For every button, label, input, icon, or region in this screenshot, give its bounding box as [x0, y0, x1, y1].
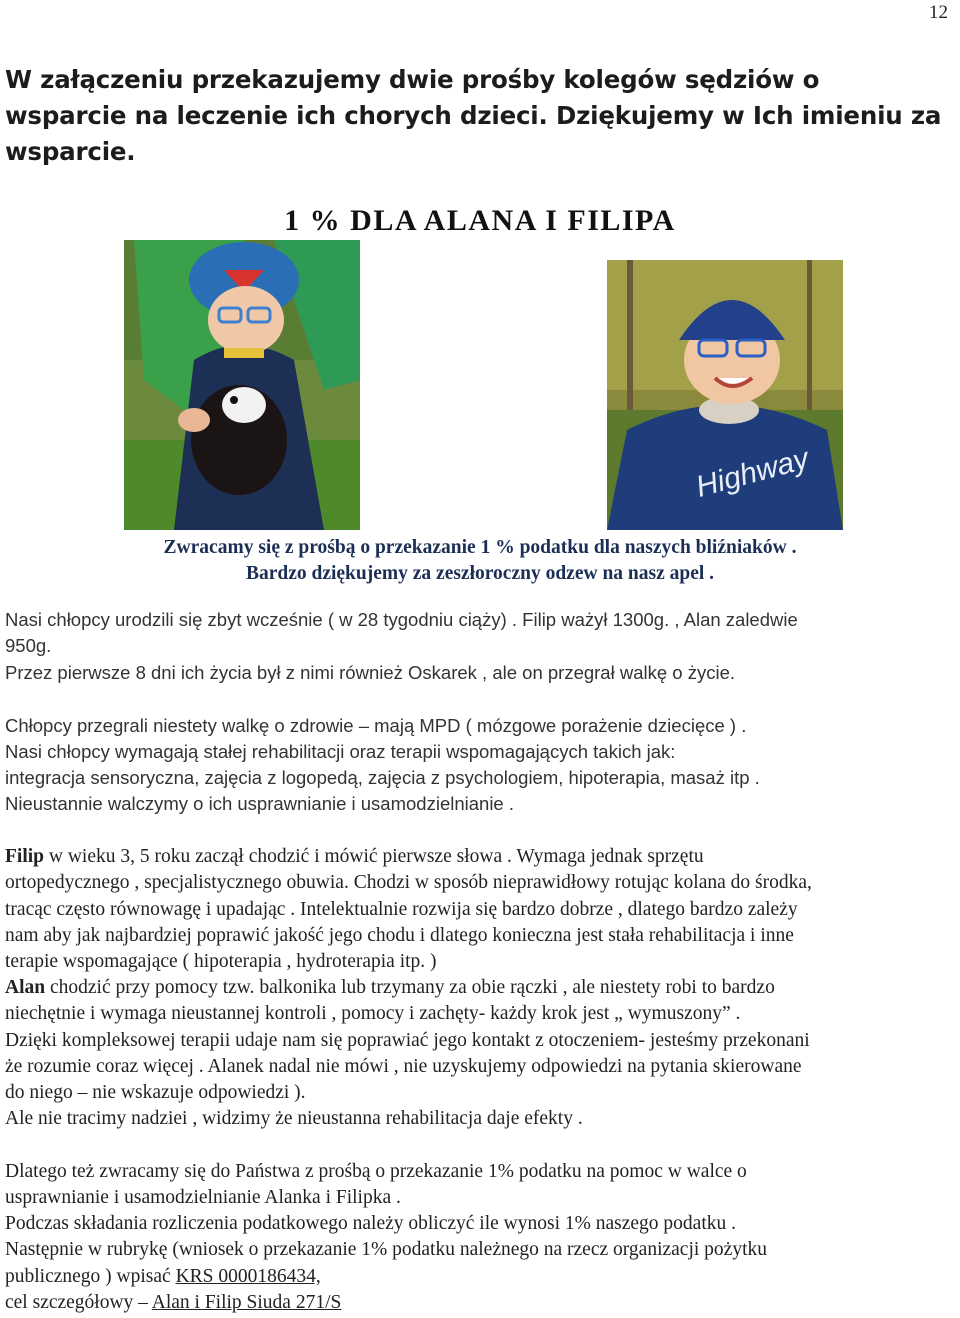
- text-krs-prefix: publicznego ) wpisać: [5, 1266, 176, 1287]
- text-line-17: do niego – nie wskazuje odpowiedzi ).: [5, 1082, 306, 1103]
- text-line-21: Podczas składania rozliczenia podatkowego należy obliczyć ile wynosi 1% naszego podatku .: [5, 1213, 737, 1234]
- text-line-11: nam aby jak najbardziej poprawić jakość jego chodu i dlatego konieczna jest stała rehabilitacja i inne: [5, 925, 794, 946]
- text-line-filip: [5, 844, 950, 870]
- text-line-14: niechętnie i wymaga nieustannej kontroli , pomocy i zachęty- każdy krok jest „ wymuszony” .: [5, 1003, 741, 1024]
- svg-text:Highway: Highway: [692, 442, 813, 504]
- text-line-22: Następnie w rubrykę (wniosek o przekazanie 1% podatku należnego na rzecz organizacji pożytku: [5, 1239, 767, 1260]
- text-line-9: ortopedycznego , specjalistycznego obuwia. Chodzi w sposób nieprawidłowy rotując kolana do środka,: [5, 872, 812, 893]
- intro-paragraph: W załączeniu przekazujemy dwie prośby kolegów sędziów o wsparcie na leczenie ich chorych dzieci. Dziękujemy w Ich imieniu za wsparcie.: [5, 65, 942, 166]
- krs-number: KRS 0000186434,: [175, 1266, 321, 1287]
- appeal-line-2: Bardzo dziękujemy za zeszłoroczny odzew na nasz apel .: [245, 563, 715, 584]
- text-line-fight: Nieustannie walczymy o ich usprawnianie i usamodzielnianie .: [5, 793, 515, 814]
- text-line-19: Dlatego też zwracamy się do Państwa z prośbą o przekazanie 1% podatku na pomoc w walce o: [5, 1161, 747, 1182]
- page-number: 12: [929, 2, 948, 23]
- text-line-16: że rozumie coraz więcej . Alanek nadal nie mówi , nie uzyskujemy odpowiedzi na pytania skierowane: [5, 1056, 802, 1077]
- photo-filip: [607, 260, 843, 530]
- text-line-therapy-list: integracja sensoryczna, zajęcia z logopedą, zajęcia z psychologiem, hipoterapia, masaż itp .: [5, 767, 760, 788]
- text-line-weight: 950g.: [5, 635, 52, 656]
- goal-identifier: Alan i Filip Siuda 271/S: [151, 1292, 342, 1313]
- text-line-alan: [5, 975, 950, 1001]
- text-goal-prefix: cel szczegółowy –: [5, 1292, 152, 1313]
- appeal-line-1: Zwracamy się z prośbą o przekazanie 1 % podatku dla naszych bliźniaków .: [163, 537, 797, 558]
- name-filip: Filip: [5, 846, 45, 867]
- text-line-15: Dzięki kompleksowej terapii udaje nam się poprawiać jego kontakt z otoczeniem- jesteśmy przekonani: [5, 1030, 810, 1051]
- text-line-10: tracąc często równowagę i upadając . Intelektualnie rozwija się bardzo dobrze , dlatego bardzo zależy: [5, 899, 798, 920]
- text-filip-rest: w wieku 3, 5 roku zaczął chodzić i mówić pierwsze słowa . Wymaga jednak sprzętu: [44, 846, 704, 867]
- photo-alan-with-dog: [124, 240, 360, 530]
- text-line-12: terapie wspomagające ( hipoterapia , hydroterapia itp. ): [5, 951, 437, 972]
- text-line-oskarek: Przez pierwsze 8 dni ich życia był z nimi również Oskarek , ale on przegrał walkę o życie.: [5, 662, 736, 683]
- text-line-20: usprawnianie i usamodzielnianie Alanka i Filipka .: [5, 1187, 401, 1208]
- text-line-goal: [5, 1290, 950, 1316]
- text-line-therapy: Nasi chłopcy wymagają stałej rehabilitacji oraz terapii wspomagających takich jak:: [5, 741, 676, 762]
- text-alan-rest: chodzić przy pomocy tzw. balkonika lub trzymany za obie rączki , ale niestety robi to bardzo: [45, 977, 775, 998]
- headline: 1 % DLA ALANA I FILIPA: [284, 204, 676, 237]
- text-line-18: Ale nie tracimy nadziei , widzimy że nieustanna rehabilitacja daje efekty .: [5, 1108, 583, 1129]
- text-line-mpd: Chłopcy przegrali niestety walkę o zdrowie – mają MPD ( mózgowe porażenie dziecięce ) .: [5, 715, 747, 736]
- text-line-birth: Nasi chłopcy urodzili się zbyt wcześnie ( w 28 tygodniu ciąży) . Filip ważył 1300g. , Alan zaledwie: [5, 609, 798, 630]
- text-line-krs: [5, 1264, 950, 1290]
- name-alan: Alan: [5, 977, 46, 998]
